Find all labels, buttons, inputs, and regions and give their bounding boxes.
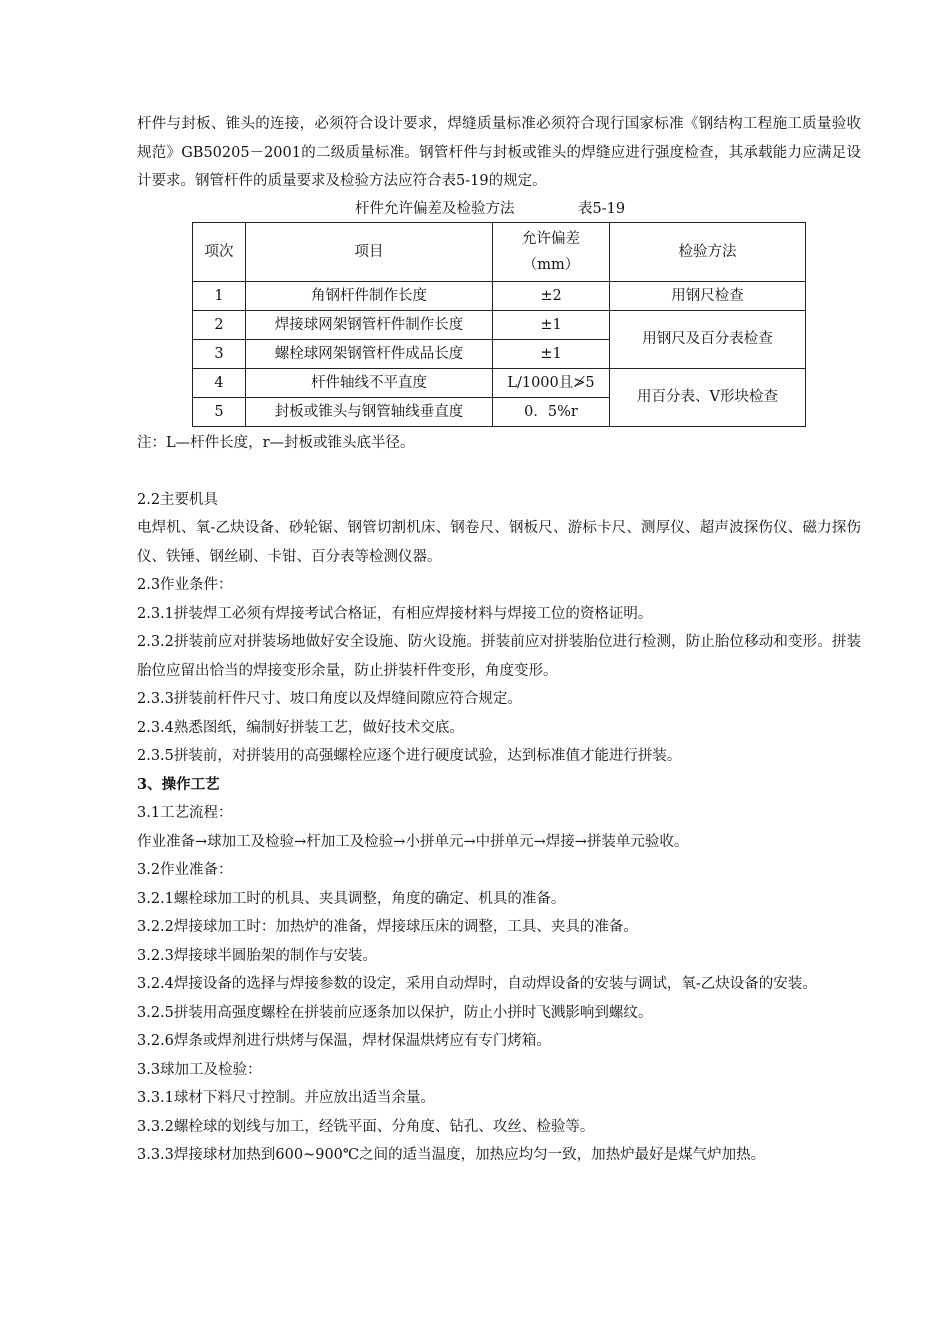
header-no: 项次 bbox=[193, 222, 246, 281]
cell-item: 角钢杆件制作长度 bbox=[246, 281, 493, 310]
cell-item: 螺栓球网架钢管杆件成品长度 bbox=[246, 339, 493, 368]
section-2-3-title: 2.3作业条件： bbox=[137, 577, 233, 593]
section-2-3-3: 2.3.3拼装前杆件尺寸、坡口角度以及焊缝间隙应符合规定。 bbox=[137, 691, 522, 707]
section-2-2-title: 2.2主要机具 bbox=[137, 491, 219, 508]
section-3-2-title: 3.2作业准备： bbox=[137, 862, 233, 878]
section-3-title: 3、操作工艺 bbox=[137, 775, 220, 793]
cell-item: 焊接球网架钢管杆件制作长度 bbox=[246, 310, 493, 339]
cell-method: 用钢尺检查 bbox=[610, 281, 806, 310]
section-3-2-3: 3.2.3焊接球半圆胎架的制作与安装。 bbox=[137, 947, 377, 964]
tolerance-table bbox=[192, 222, 806, 427]
section-2-3-5: 2.3.5拼装前，对拼装用的高强螺栓应逐个进行硬度试验，达到标准值才能进行拼装。 bbox=[137, 748, 682, 764]
cell-no: 1 bbox=[193, 281, 246, 310]
table-caption bbox=[137, 196, 861, 222]
cell-tolerance: 0．5%r bbox=[493, 397, 610, 426]
intro-paragraph: 杆件与封板、锥头的连接，必须符合设计要求，焊缝质量标准必须符合现行国家标准《钢结构工程施工质量验收规范》GB50205－2001的二级质量标准。钢管杆件与封板或锥头的焊缝应进行强度检查，其承载能力应满足设计要求。钢管杆件的质量要求及检验方法应符合表5-19的规定。 bbox=[137, 116, 861, 189]
header-tolerance-line2: （mm） bbox=[522, 256, 580, 273]
section-3-1-body: 作业准备→球加工及检验→杆加工及检验→小拼单元→中拼单元→焊接→拼装单元验收。 bbox=[137, 833, 689, 850]
section-3-3-2: 3.3.2螺栓球的划线与加工，经铣平面、分角度、钻孔、攻丝、检验等。 bbox=[137, 1118, 595, 1135]
cell-no: 3 bbox=[193, 339, 246, 368]
table-note: 注：L—杆件长度，r—封板或锥头底半径。 bbox=[137, 434, 415, 451]
cell-tolerance: L/1000且≯5 bbox=[493, 368, 610, 397]
cell-no: 4 bbox=[193, 368, 246, 397]
header-tolerance-line1: 允许偏差 bbox=[522, 230, 580, 247]
cell-item: 杆件轴线不平直度 bbox=[246, 368, 493, 397]
table-row bbox=[193, 368, 806, 397]
cell-method: 用百分表、V形块检查 bbox=[610, 368, 806, 426]
table-row bbox=[193, 281, 806, 310]
table-header-row bbox=[193, 222, 806, 281]
section-3-3-1: 3.3.1球材下料尺寸控制。并应放出适当余量。 bbox=[137, 1090, 435, 1106]
section-3-2-1: 3.2.1螺栓球加工时的机具、夹具调整，角度的确定、机具的准备。 bbox=[137, 890, 566, 907]
table-caption-title: 杆件允许偏差及检验方法 bbox=[355, 200, 515, 217]
cell-tolerance: ±1 bbox=[493, 310, 610, 339]
header-method: 检验方法 bbox=[610, 222, 806, 281]
header-tolerance bbox=[493, 222, 610, 281]
blank-line bbox=[137, 457, 861, 486]
cell-no: 2 bbox=[193, 310, 246, 339]
table-caption-number: 表5-19 bbox=[578, 200, 626, 217]
section-2-3-4: 2.3.4熟悉图纸，编制好拼装工艺，做好技术交底。 bbox=[137, 719, 464, 736]
section-2-3-2: 2.3.2拼装前应对拼装场地做好安全设施、防火设施。拼装前应对拼装胎位进行检测，防止胎位移动和变形。拼装胎位应留出恰当的焊接变形余量，防止拼装杆件变形，角度变形。 bbox=[137, 634, 861, 679]
cell-method: 用钢尺及百分表检查 bbox=[610, 310, 806, 368]
table-row bbox=[193, 310, 806, 339]
document-page bbox=[137, 110, 861, 1170]
section-3-1-title: 3.1工艺流程： bbox=[137, 805, 233, 821]
section-3-2-6: 3.2.6焊条或焊剂进行烘烤与保温，焊材保温烘烤应有专门烤箱。 bbox=[137, 1033, 551, 1049]
section-3-3-title: 3.3球加工及检验： bbox=[137, 1061, 262, 1078]
cell-tolerance: ±2 bbox=[493, 281, 610, 310]
section-3-2-2: 3.2.2焊接球加工时：加热炉的准备，焊接球压床的调整，工具、夹具的准备。 bbox=[137, 919, 638, 935]
section-3-2-5: 3.2.5拼装用高强度螺栓在拼装前应逐条加以保护，防止小拼时飞溅影响到螺纹。 bbox=[137, 1004, 653, 1021]
cell-tolerance: ±1 bbox=[493, 339, 610, 368]
section-3-3-3: 3.3.3焊接球材加热到600~900℃之间的适当温度，加热应均匀一致，加热炉最好是煤气炉加热。 bbox=[137, 1147, 766, 1163]
cell-no: 5 bbox=[193, 397, 246, 426]
cell-item: 封板或锥头与钢管轴线垂直度 bbox=[246, 397, 493, 426]
header-item: 项目 bbox=[246, 222, 493, 281]
section-3-2-4: 3.2.4焊接设备的选择与焊接参数的设定，采用自动焊时，自动焊设备的安装与调试，氧-乙炔设备的安装。 bbox=[137, 976, 817, 992]
section-2-3-1: 2.3.1拼装焊工必须有焊接考试合格证，有相应焊接材料与焊接工位的资格证明。 bbox=[137, 605, 653, 622]
section-2-2-body: 电焊机、氧-乙炔设备、砂轮锯、钢管切割机床、钢卷尺、钢板尺、游标卡尺、测厚仪、超声波探伤仪、磁力探伤仪、铁锤、钢丝刷、卡钳、百分表等检测仪器。 bbox=[137, 520, 861, 565]
